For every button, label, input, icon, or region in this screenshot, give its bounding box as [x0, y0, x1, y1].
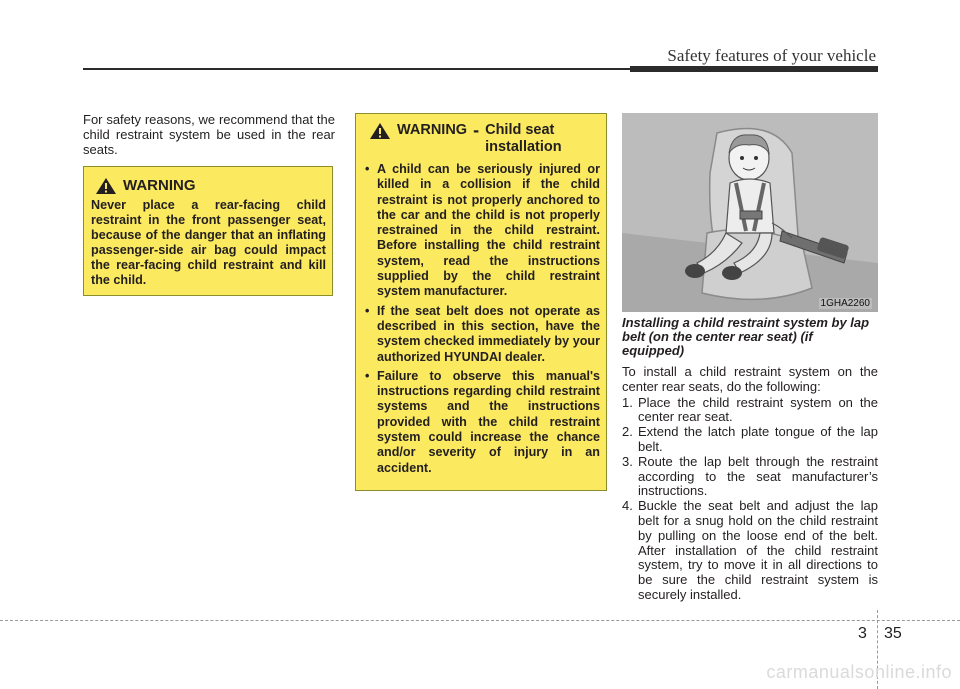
warning-item-text: If the seat belt does not operate as described in this section, have the system checked immediately by your authorized HYUNDAI dealer.: [377, 303, 600, 364]
intro-paragraph: For safety reasons, we recommend that the child restraint system be used in the rear seats.: [83, 112, 335, 157]
warning-title: WARNING: [397, 122, 468, 138]
header-title: Safety features of your vehicle: [667, 46, 876, 65]
warning-triangle-icon: [369, 122, 391, 140]
step-item: [622, 455, 878, 499]
warning-list-item: • If the seat belt does not operate as described in this section, have the system checked immediately by your authorized HYUNDAI dealer.: [365, 303, 600, 364]
footer-rule: [0, 620, 960, 621]
step-number: 3.: [622, 453, 633, 469]
step-number: 1.: [622, 394, 633, 410]
step-item: [622, 425, 878, 455]
page-number: 35: [884, 625, 902, 642]
watermark: carmanualsonline.info: [766, 662, 952, 682]
warning-text: Never place a rear-facing child restraint in the front passenger seat, because of the danger that an inflating passenger-side air bag could impact the rear-facing child restraint and kill the child.: [91, 198, 326, 287]
warning-title: WARNING: [123, 177, 196, 194]
installation-steps: [622, 396, 878, 603]
warning-triangle-icon: [95, 177, 117, 195]
warning-heading: [369, 122, 600, 156]
step-number: 4.: [622, 498, 633, 514]
header-rule-accent: [630, 66, 878, 72]
child-in-booster-seat-image: [622, 113, 878, 312]
warning-item-text: Failure to observe this manual's instructions regarding child restraint systems and the instructions provided with the child restraint system could increase the chance and/or severity of injury in an accident.: [377, 368, 600, 475]
step-text: Buckle the seat belt and adjust the lap belt for a snug hold on the child restraint by pulling on the loose end of the belt. After installation of the child restraint system, try to move it in all directions to be sure the child restraint system is securely installed.: [638, 498, 878, 602]
warning-box-rear-facing: [83, 166, 333, 296]
child-seat-illustration: [622, 113, 878, 312]
step-item: [622, 396, 878, 426]
chapter-number: 3: [858, 625, 867, 642]
warning-list: [363, 162, 600, 476]
warning-box-child-seat-installation: [355, 113, 607, 491]
warning-list-item: • A child can be seriously injured or killed in a collision if the child restraint is not properly anchored to the car and the child is not properly restrained in the child restraint. Before installing the child restraint system, read the instructions supplied by the child restraint system manufacturer.: [365, 162, 600, 299]
step-text: Extend the latch plate tongue of the lap belt.: [638, 424, 878, 454]
step-item: [622, 499, 878, 603]
warning-heading: [95, 177, 326, 195]
section-body: [622, 365, 878, 603]
warning-list-item: • Failure to observe this manual's instructions regarding child restraint systems and the instructions provided with the child restraint system could increase the chance and/or severity of injury in an accident.: [365, 368, 600, 475]
section-title: Installing a child restraint system by lap belt (on the center rear seat) (if equipped): [622, 315, 870, 358]
warning-subtitle: Child seat installation: [485, 122, 562, 155]
figure-label: 1GHA2260: [820, 298, 870, 309]
step-text: Route the lap belt through the restraint according to the seat manufacturer’s instructions.: [638, 453, 878, 499]
step-text: Place the child restraint system on the center rear seat.: [638, 394, 878, 425]
step-number: 2.: [622, 424, 633, 440]
section-intro: To install a child restraint system on the center rear seats, do the following:: [622, 364, 878, 394]
warning-title-dash: -: [473, 120, 480, 140]
warning-item-text: A child can be seriously injured or killed in a collision if the child restraint is not properly anchored to the car and the child is not properly restrained in the child restraint. Before installing the child restraint system, read the instructions supplied by the child restraint system manufacturer.: [377, 162, 600, 299]
